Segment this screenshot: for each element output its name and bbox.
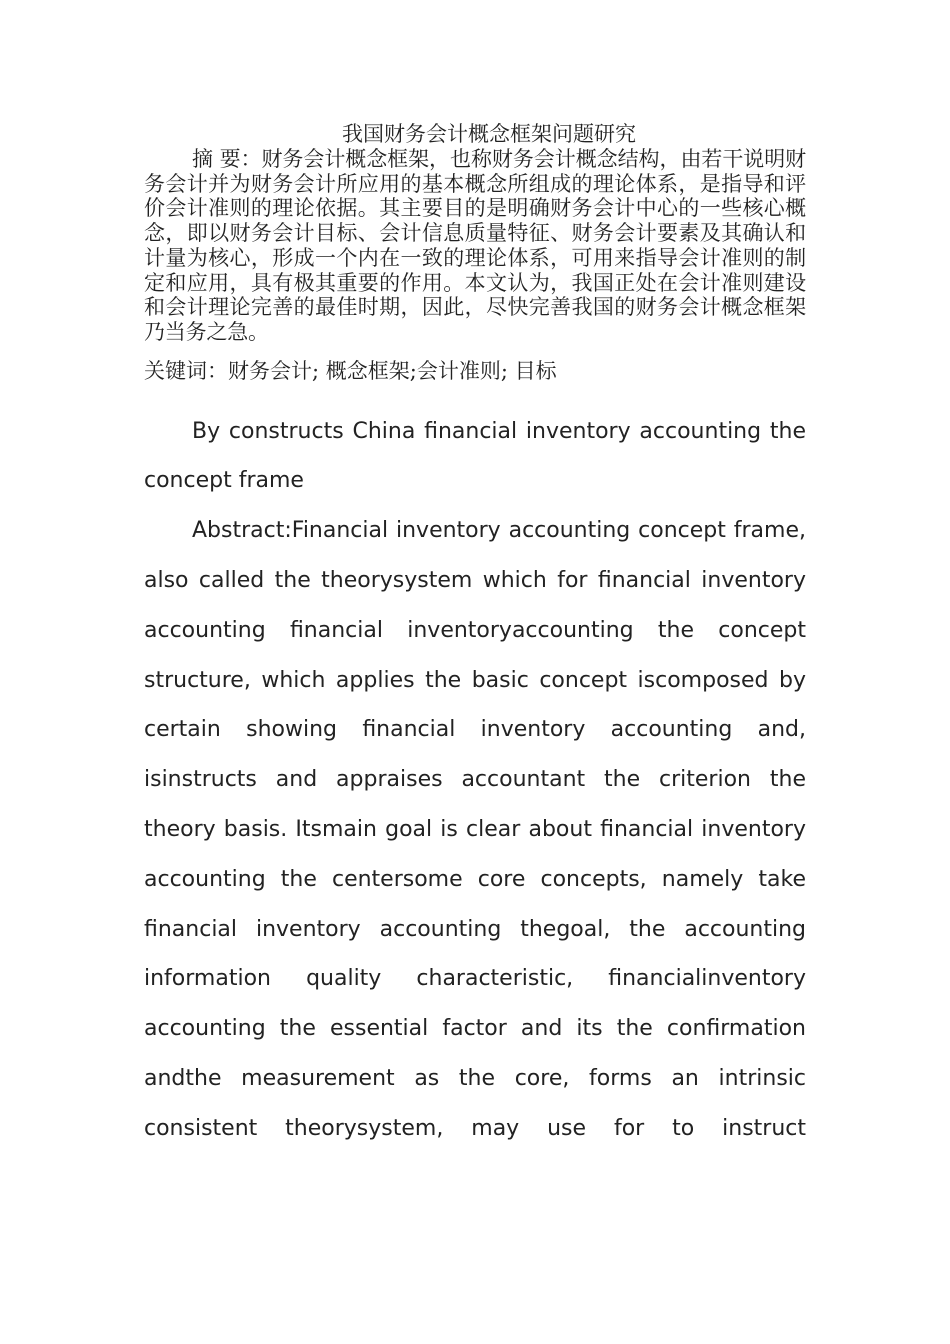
chinese-abstract: 摘 要：财务会计概念框架，也称财务会计概念结构，由若干说明财务会计并为财务会计所应用的基本概念所组成的理论体系，是指导和评价会计准则的理论依据。其主要目的是明确财务会计中心的一些核心概念，即以财务会计目标、会计信息质量特征、财务会计要素及其确认和计量为核心，形成一个内在一致的理论体系，可用来指导会计准则的制定和应用，具有极其重要的作用。本文认为，我国正处在会计准则建设和会计理论完善的最佳时期，因此，尽快完善我国的财务会计概念框架乃当务之急。 [144, 147, 806, 344]
english-abstract: Abstract:Financial inventory accounting concept frame, also called the theorysystem which for financial inventory accounting financial inventoryaccounting the concept structure, which applies the basic concept iscomposed by certain showing financial inventory accounting and, isinstructs and appraises accountant the criterion the theory basis. Itsmain goal is clear about financial inventory accounting the centersome core concepts, namely take financial inventory accounting thegoal, the accounting information quality characteristic, financialinventory accounting the essential factor and its the confirmation andthe measurement as the core, forms an intrinsic consistent theorysystem, may use for to instruct [144, 518, 806, 1141]
document-title: 我国财务会计概念框架问题研究 [342, 122, 636, 146]
english-title: By constructs China financial inventory accounting the concept frame [144, 418, 806, 494]
document-page [144, 122, 806, 1154]
keywords-line: 关键词：财务会计; 概念框架;会计准则; 目标 [144, 358, 557, 383]
